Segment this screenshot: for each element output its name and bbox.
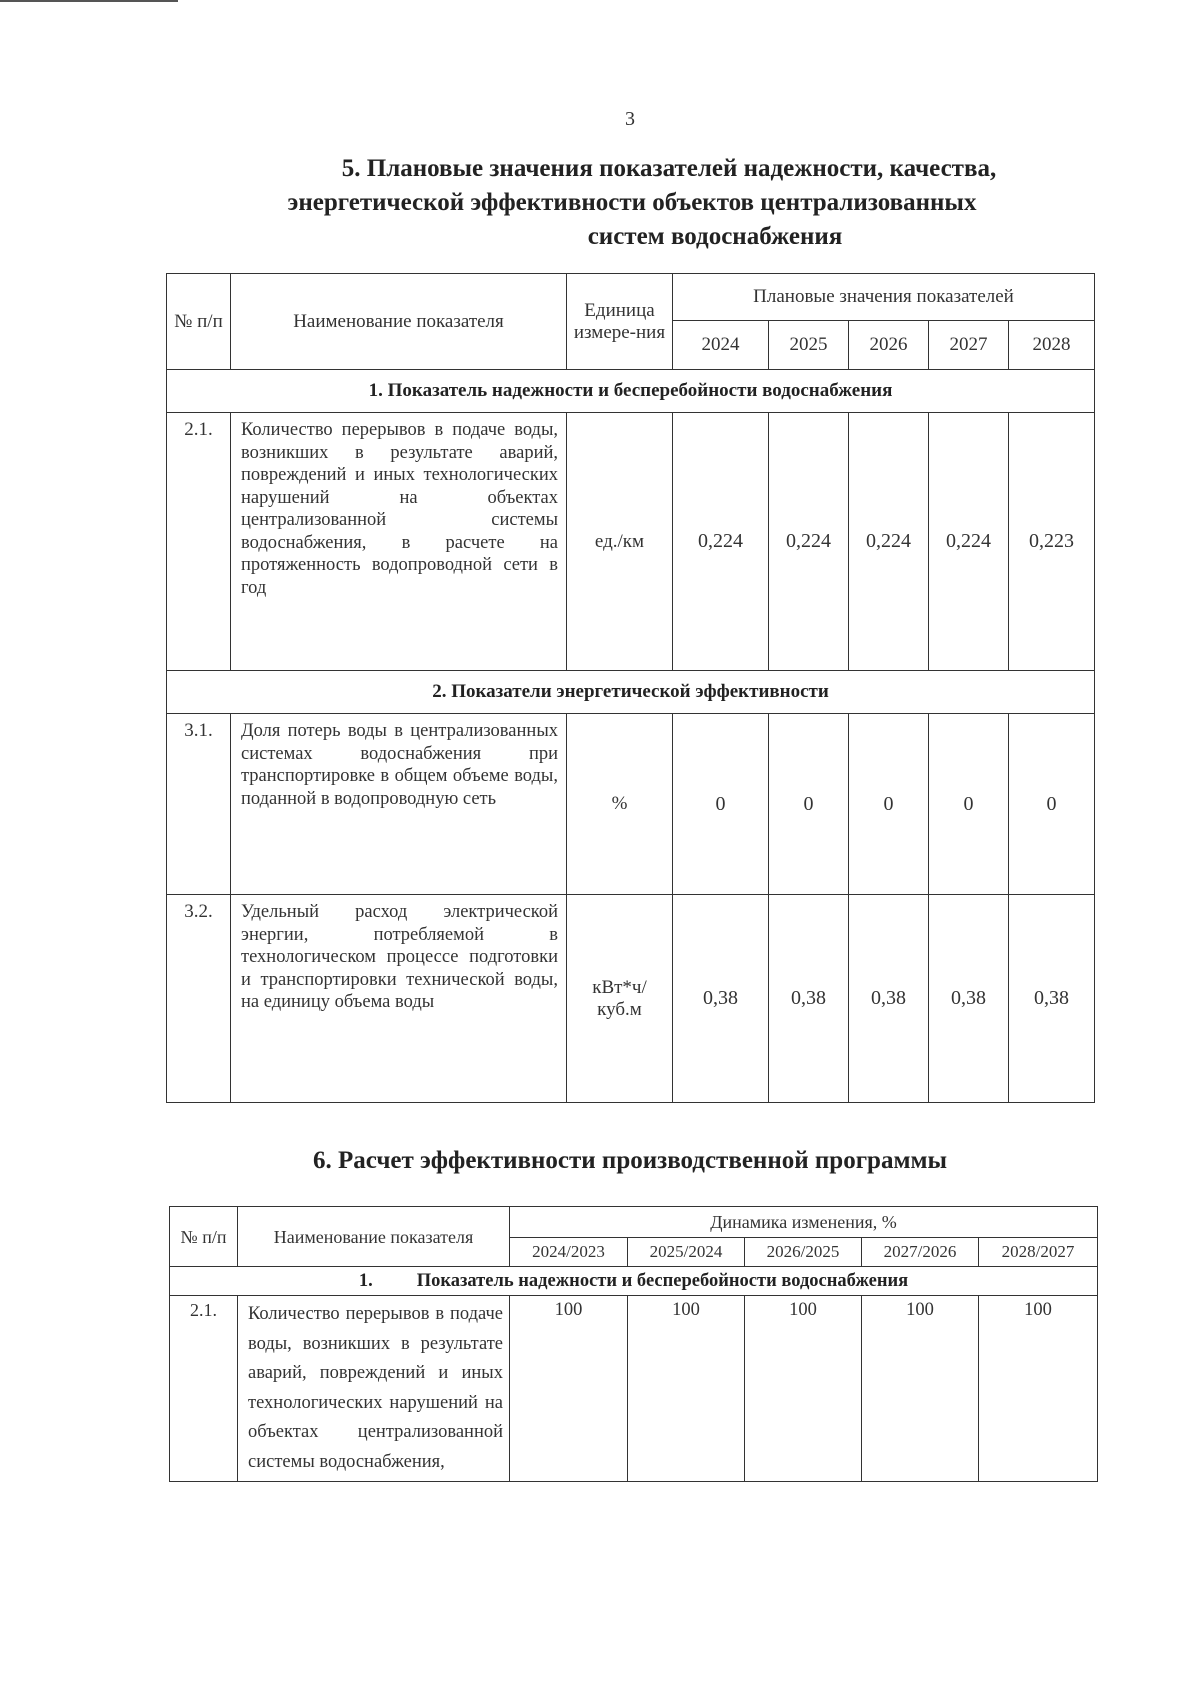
row-value: 0,38 (1009, 895, 1095, 1103)
row-value: 0,224 (849, 413, 929, 671)
section6-title: 6. Расчет эффективности производственной программы (312, 1147, 948, 1174)
row-num: 3.2. (167, 895, 231, 1103)
row-value: 0,224 (769, 413, 849, 671)
row-value: 100 (862, 1296, 979, 1482)
group-title: 2. Показатели энергетической эффективности (167, 671, 1095, 714)
row-value: 0 (929, 714, 1009, 895)
row-num: 3.1. (167, 714, 231, 895)
row-name: Удельный расход электрической энергии, потребляемой в технологическом процессе подготовки и транспортировки технической воды, на единицу объема воды (231, 895, 567, 1103)
row-value: 0 (1009, 714, 1095, 895)
header-name: Наименование показателя (231, 274, 567, 370)
header-num: № п/п (170, 1207, 238, 1267)
header-period: 2026/2025 (745, 1238, 862, 1267)
row-name: Количество перерывов в подаче воды, возникших в результате аварий, повреждений и иных технологических нарушений на объектах централизованной системы водоснабжения, (238, 1296, 510, 1482)
row-value: 0,38 (769, 895, 849, 1103)
table-row (170, 1296, 1098, 1482)
section5-title-line3: систем водоснабжения (587, 223, 843, 250)
header-year: 2028 (1009, 321, 1095, 370)
efficiency-table (169, 1206, 1098, 1482)
row-value: 100 (628, 1296, 745, 1482)
row-unit: ед./км (567, 413, 673, 671)
table-row (167, 714, 1095, 895)
header-year: 2027 (929, 321, 1009, 370)
row-value: 0 (849, 714, 929, 895)
row-value: 0,223 (1009, 413, 1095, 671)
header-planned-values: Плановые значения показателей (673, 274, 1095, 321)
row-value: 0,38 (929, 895, 1009, 1103)
header-period: 2024/2023 (510, 1238, 628, 1267)
header-unit: Единица измере-ния (567, 274, 673, 370)
header-num: № п/п (167, 274, 231, 370)
section5-title (200, 152, 1080, 254)
header-period: 2028/2027 (979, 1238, 1098, 1267)
row-unit: кВт*ч/ куб.м (567, 895, 673, 1103)
row-value: 0,38 (673, 895, 769, 1103)
table-row (167, 895, 1095, 1103)
row-unit: % (567, 714, 673, 895)
row-value: 0 (769, 714, 849, 895)
row-value: 100 (510, 1296, 628, 1482)
group-title-text: Показатель надежности и бесперебойности водоснабжения (416, 1270, 909, 1291)
row-value: 0,224 (673, 413, 769, 671)
row-value: 100 (745, 1296, 862, 1482)
header-year: 2026 (849, 321, 929, 370)
row-value: 0,38 (849, 895, 929, 1103)
header-year: 2024 (673, 321, 769, 370)
row-num: 2.1. (170, 1296, 238, 1482)
row-value: 100 (979, 1296, 1098, 1482)
table-row (167, 413, 1095, 671)
header-dynamics: Динамика изменения, % (510, 1207, 1098, 1238)
section5-title-line2: энергетической эффективности объектов централизованных (287, 189, 977, 216)
row-name: Доля потерь воды в централизованных системах водоснабжения при транспортировке в общем объеме воды, поданной в водопроводную сеть (231, 714, 567, 895)
row-num: 2.1. (167, 413, 231, 671)
group-number: 1. (358, 1270, 373, 1291)
row-value: 0,224 (929, 413, 1009, 671)
page-number: 3 (625, 108, 635, 130)
section5-title-line1: 5. Плановые значения показателей надежности, качества, (341, 155, 997, 182)
group-title: 1. Показатель надежности и бесперебойности водоснабжения (167, 370, 1095, 413)
scan-corner-line (0, 0, 178, 2)
row-name: Количество перерывов в подаче воды, возникших в результате аварий, повреждений и иных технологических нарушений на объектах централизованной системы водоснабжения, в расчете на протяженность водопроводной сети в год (231, 413, 567, 671)
header-period: 2025/2024 (628, 1238, 745, 1267)
header-name: Наименование показателя (238, 1207, 510, 1267)
header-year: 2025 (769, 321, 849, 370)
header-period: 2027/2026 (862, 1238, 979, 1267)
planned-values-table (166, 273, 1095, 1103)
row-value: 0 (673, 714, 769, 895)
group-title (170, 1267, 1098, 1296)
